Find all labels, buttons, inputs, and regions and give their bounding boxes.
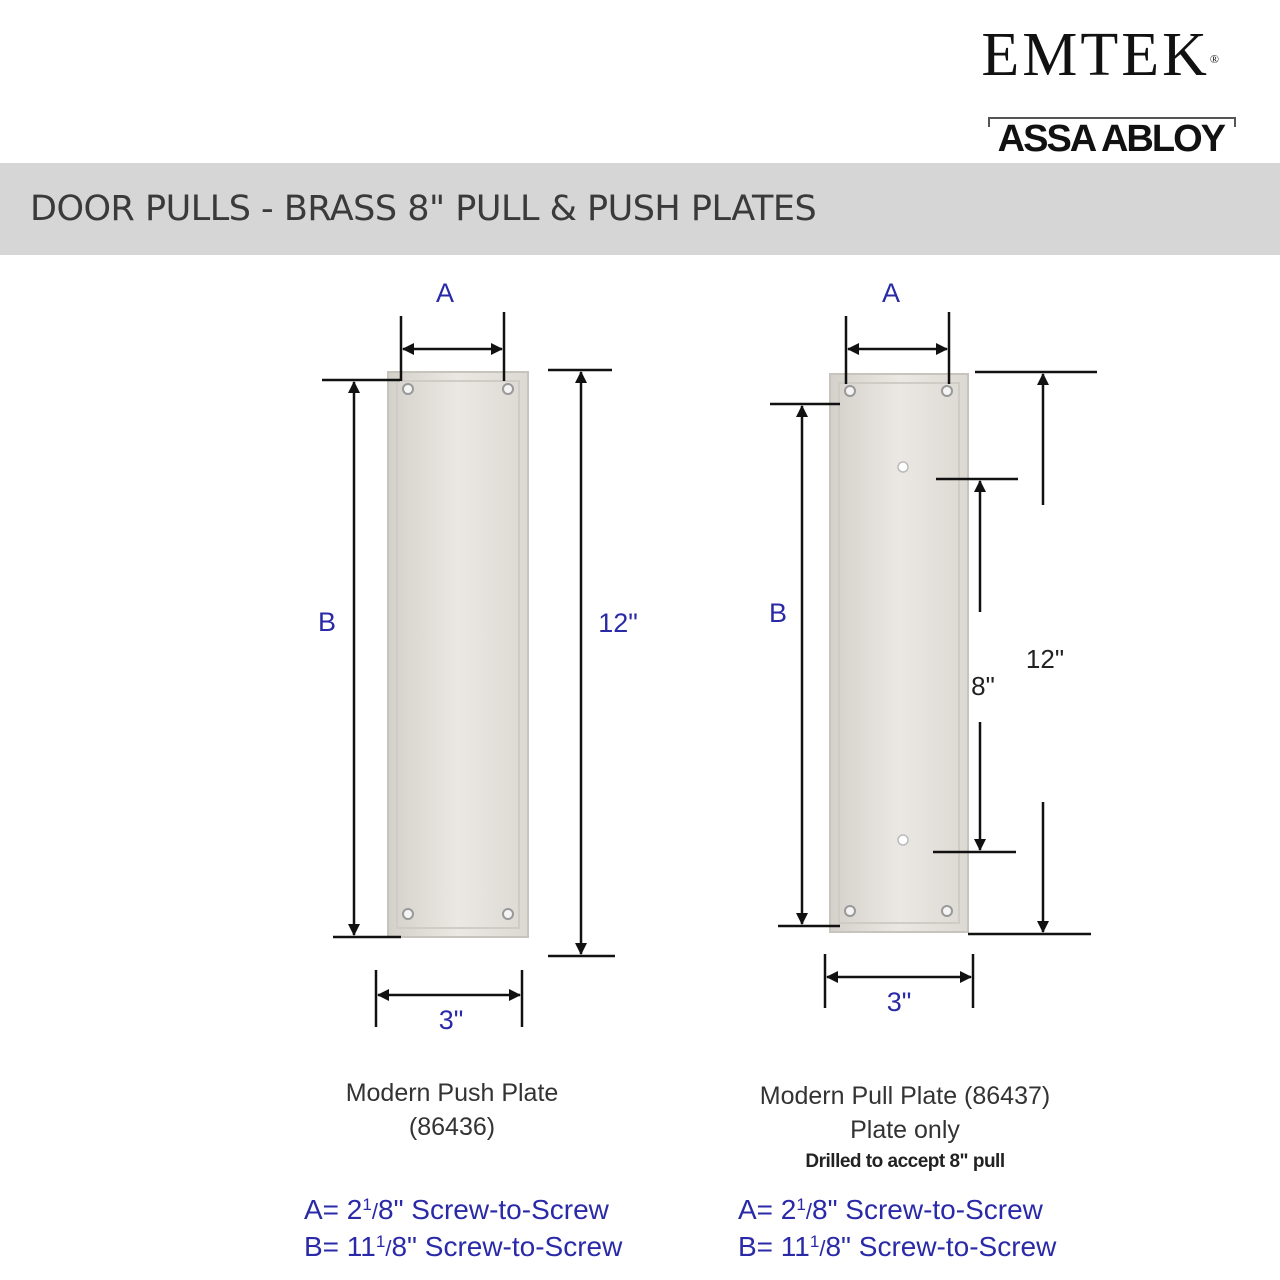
push-plate-name: Modern Push Plate — [345, 1079, 559, 1107]
push-dim-width-label: 3" — [438, 1005, 464, 1035]
push-dim-a-label: A — [435, 278, 455, 308]
pull-plate — [830, 374, 968, 932]
brand-parent: ASSA ABLOY — [997, 118, 1224, 160]
screw-hole — [503, 909, 513, 919]
pull-plate-caption — [720, 1079, 1090, 1177]
push-spec-a: $A= 2^1/8$" Screw-to-Screw — [304, 1194, 609, 1225]
registered-mark: ® — [1209, 52, 1222, 66]
pull-spec-a: $A= 2^1/8$" Screw-to-Screw — [738, 1194, 1043, 1225]
screw-hole — [845, 906, 855, 916]
push-plate-drawing — [318, 278, 638, 1035]
push-dim-length-label: 12" — [598, 608, 638, 638]
pull-dim-pull-label: 8" — [971, 671, 995, 701]
push-plate-caption — [302, 1076, 602, 1144]
screw-hole — [503, 384, 513, 394]
pull-plate-note: Plate only — [850, 1116, 960, 1144]
pull-plate-drawing — [769, 278, 1097, 1017]
pull-spec-b: $B= 11^1/8$" Screw-to-Screw — [738, 1231, 1057, 1262]
push-plate — [388, 372, 528, 937]
pull-plate-drill-note: Drilled to accept 8" pull — [805, 1151, 1005, 1172]
push-spec-b: $B= 11^1/8$" Screw-to-Screw — [304, 1231, 623, 1262]
pull-mount-hole — [898, 835, 908, 845]
pull-mount-hole — [898, 462, 908, 472]
brand-name: EMTEK® — [981, 21, 1222, 89]
push-dim-b-label: B — [317, 607, 337, 637]
pull-dim-width-label: 3" — [886, 987, 912, 1017]
pull-dim-length-label: 12" — [1025, 644, 1065, 674]
screw-hole — [403, 384, 413, 394]
pull-plate-name: Modern Pull Plate (86437) — [759, 1082, 1051, 1110]
screw-hole — [845, 386, 855, 396]
push-plate-model: (86436) — [408, 1113, 496, 1141]
screw-hole — [942, 906, 952, 916]
screw-hole — [403, 909, 413, 919]
pull-dim-a-label: A — [881, 278, 901, 308]
pull-dim-b-label: B — [768, 598, 788, 628]
page-title: DOOR PULLS - BRASS 8" PULL & PUSH PLATES — [30, 189, 817, 229]
screw-hole — [942, 386, 952, 396]
